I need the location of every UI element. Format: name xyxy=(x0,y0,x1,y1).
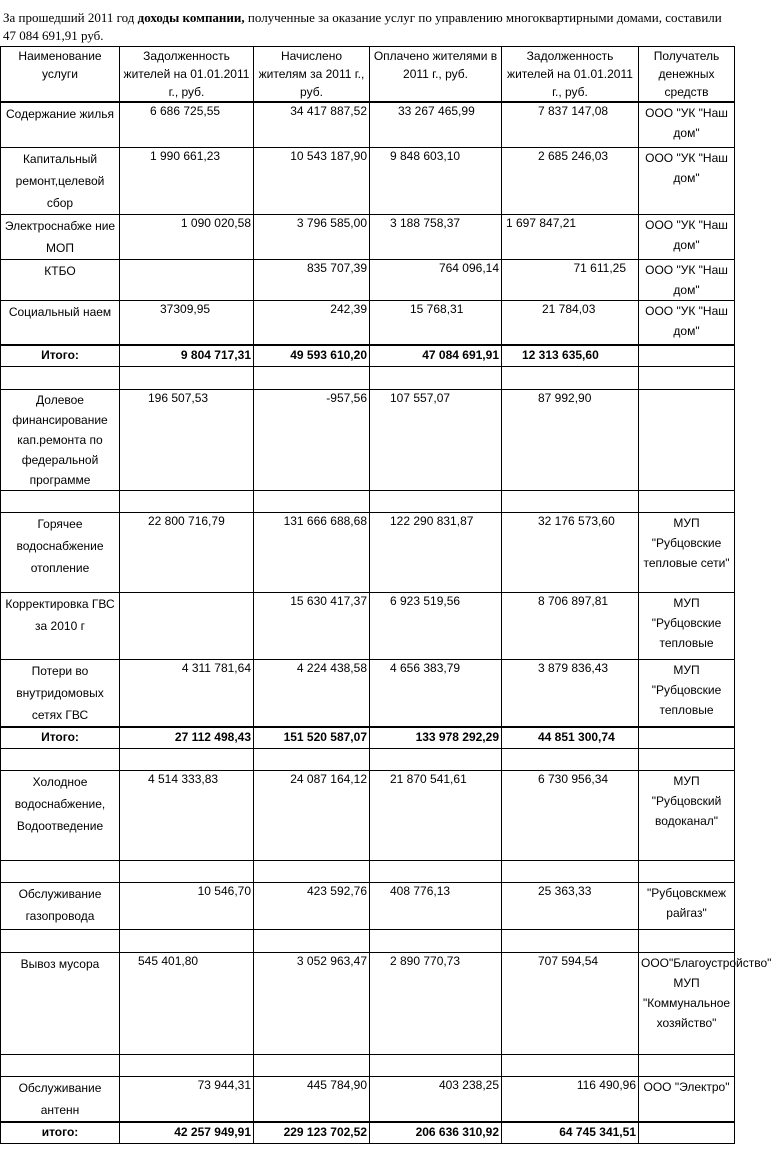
table-row xyxy=(1,659,735,727)
debt-end-cell: 87 992,90 xyxy=(502,389,639,490)
charged-cell: 3 052 963,47 xyxy=(254,952,370,1054)
debt-start-cell: 73 944,31 xyxy=(120,1076,254,1122)
recipient-cell: МУП "Рубцовские тепловые xyxy=(639,659,735,727)
debt-start-cell: 4 311 781,64 xyxy=(120,659,254,727)
table-row xyxy=(1,592,735,659)
recipient-cell: ООО "УК "Наш дом" xyxy=(639,147,735,214)
debt-end-cell: 2 685 246,03 xyxy=(502,147,639,214)
header-debt-end: Задолженность жителей на 01.01.2011 г., руб. xyxy=(502,47,639,103)
table-row xyxy=(1,389,735,490)
debt-start-cell xyxy=(120,259,254,300)
header-row xyxy=(1,47,735,103)
intro-text-bold: доходы компании, xyxy=(137,10,245,25)
service-cell: Капитальный ремонт,целевой сбор xyxy=(1,147,120,214)
totals-row xyxy=(1,1122,735,1144)
service-cell: Потери во внутридомовых сетях ГВС xyxy=(1,659,120,727)
paid-cell: 2 890 770,73 xyxy=(370,952,502,1054)
paid-cell: 3 188 758,37 xyxy=(370,214,502,259)
charged-cell: 3 796 585,00 xyxy=(254,214,370,259)
totals-label: Итого: xyxy=(1,727,120,748)
charged-cell: 835 707,39 xyxy=(254,259,370,300)
empty-cell xyxy=(639,1122,735,1144)
total-charged: 229 123 702,52 xyxy=(254,1122,370,1144)
debt-end-cell: 1 697 847,21 xyxy=(502,214,639,259)
charged-cell: 423 592,76 xyxy=(254,882,370,929)
debt-start-cell: 10 546,70 xyxy=(120,882,254,929)
debt-start-cell: 6 686 725,55 xyxy=(120,102,254,147)
service-cell: Долевое финансирование кап.ремонта по федеральной программе xyxy=(1,389,120,490)
recipient-cell: ООО "Электро" xyxy=(639,1076,735,1122)
charged-cell: 15 630 417,37 xyxy=(254,592,370,659)
paid-cell: 764 096,14 xyxy=(370,259,502,300)
recipient-cell: МУП "Рубцовский водоканал" xyxy=(639,770,735,860)
debt-end-cell: 3 879 836,43 xyxy=(502,659,639,727)
table-row xyxy=(1,882,735,929)
totals-label: итого: xyxy=(1,1122,120,1144)
total-debt-start: 9 804 717,31 xyxy=(120,345,254,366)
paid-cell: 15 768,31 xyxy=(370,300,502,345)
header-recipient: Получатель денежных средств xyxy=(639,47,735,103)
charged-cell: 34 417 887,52 xyxy=(254,102,370,147)
service-cell: КТБО xyxy=(1,259,120,300)
recipient-cell: МУП "Рубцовские тепловые сети" xyxy=(639,512,735,592)
service-cell: Холодное водоснабжение, Водоотведение xyxy=(1,770,120,860)
table-row xyxy=(1,770,735,860)
paid-cell: 33 267 465,99 xyxy=(370,102,502,147)
charged-cell: 10 543 187,90 xyxy=(254,147,370,214)
debt-end-cell: 707 594,54 xyxy=(502,952,639,1054)
total-debt-end: 64 745 341,51 xyxy=(502,1122,639,1144)
table-row xyxy=(1,512,735,592)
charged-cell: 445 784,90 xyxy=(254,1076,370,1122)
paid-cell: 21 870 541,61 xyxy=(370,770,502,860)
intro-text-end: полученные за оказание услуг по управлению многоквартирными домами, составили 47 084 691,91 руб. xyxy=(3,10,722,43)
debt-end-cell: 21 784,03 xyxy=(502,300,639,345)
service-cell: Обслуживание газопровода xyxy=(1,882,120,929)
debt-start-cell: 1 090 020,58 xyxy=(120,214,254,259)
intro-paragraph xyxy=(3,9,731,45)
recipient-cell: ООО "УК "Наш дом" xyxy=(639,214,735,259)
charged-cell: 131 666 688,68 xyxy=(254,512,370,592)
service-cell: Социальный наем xyxy=(1,300,120,345)
debt-end-cell: 8 706 897,81 xyxy=(502,592,639,659)
intro-text-start: За прошедший 2011 год xyxy=(3,10,138,25)
total-charged: 151 520 587,07 xyxy=(254,727,370,748)
spacer-row xyxy=(1,860,735,882)
service-cell: Корректировка ГВС за 2010 г xyxy=(1,592,120,659)
debt-start-cell: 4 514 333,83 xyxy=(120,770,254,860)
total-charged: 49 593 610,20 xyxy=(254,345,370,366)
totals-label: Итого: xyxy=(1,345,120,366)
service-cell: Горячее водоснабжение отопление xyxy=(1,512,120,592)
service-cell: Электроснабже ние МОП xyxy=(1,214,120,259)
paid-cell: 6 923 519,56 xyxy=(370,592,502,659)
debt-start-cell xyxy=(120,592,254,659)
empty-cell xyxy=(639,345,735,366)
debt-end-cell: 116 490,96 xyxy=(502,1076,639,1122)
debt-start-cell: 545 401,80 xyxy=(120,952,254,1054)
total-paid: 47 084 691,91 xyxy=(370,345,502,366)
debt-end-cell: 71 611,25 xyxy=(502,259,639,300)
header-paid: Оплачено жителями в 2011 г., руб. xyxy=(370,47,502,103)
table-row xyxy=(1,952,735,1054)
total-paid: 133 978 292,29 xyxy=(370,727,502,748)
spacer-row xyxy=(1,366,735,389)
debt-start-cell: 37309,95 xyxy=(120,300,254,345)
total-paid: 206 636 310,92 xyxy=(370,1122,502,1144)
debt-start-cell: 22 800 716,79 xyxy=(120,512,254,592)
table-row xyxy=(1,147,735,214)
table-row xyxy=(1,214,735,259)
debt-start-cell: 196 507,53 xyxy=(120,389,254,490)
total-debt-start: 42 257 949,91 xyxy=(120,1122,254,1144)
debt-start-cell: 1 990 661,23 xyxy=(120,147,254,214)
table-row xyxy=(1,259,735,300)
table-row xyxy=(1,102,735,147)
totals-row xyxy=(1,345,735,366)
recipient-cell: ООО"Благоустройство" МУП "Коммунальное хозяйство" xyxy=(639,952,735,1054)
table-row xyxy=(1,1076,735,1122)
debt-end-cell: 25 363,33 xyxy=(502,882,639,929)
table-row xyxy=(1,300,735,345)
total-debt-end: 12 313 635,60 xyxy=(502,345,639,366)
recipient-cell xyxy=(639,389,735,490)
paid-cell: 9 848 603,10 xyxy=(370,147,502,214)
service-cell: Обслуживание антенн xyxy=(1,1076,120,1122)
paid-cell: 122 290 831,87 xyxy=(370,512,502,592)
recipient-cell: "Рубцовскмеж райгаз" xyxy=(639,882,735,929)
paid-cell: 4 656 383,79 xyxy=(370,659,502,727)
header-service: Наименование услуги xyxy=(1,47,120,103)
charged-cell: 4 224 438,58 xyxy=(254,659,370,727)
spacer-row xyxy=(1,929,735,952)
debt-end-cell: 32 176 573,60 xyxy=(502,512,639,592)
paid-cell: 408 776,13 xyxy=(370,882,502,929)
service-cell: Содержание жилья xyxy=(1,102,120,147)
empty-cell xyxy=(639,727,735,748)
charged-cell: 24 087 164,12 xyxy=(254,770,370,860)
service-cell: Вывоз мусора xyxy=(1,952,120,1054)
recipient-cell: ООО "УК "Наш дом" xyxy=(639,102,735,147)
total-debt-start: 27 112 498,43 xyxy=(120,727,254,748)
spacer-row xyxy=(1,490,735,512)
header-debt-start: Задолженность жителей на 01.01.2011 г., руб. xyxy=(120,47,254,103)
paid-cell: 403 238,25 xyxy=(370,1076,502,1122)
spacer-row xyxy=(1,748,735,770)
totals-row xyxy=(1,727,735,748)
paid-cell: 107 557,07 xyxy=(370,389,502,490)
debt-end-cell: 7 837 147,08 xyxy=(502,102,639,147)
charged-cell: -957,56 xyxy=(254,389,370,490)
spacer-row xyxy=(1,1054,735,1076)
total-debt-end: 44 851 300,74 xyxy=(502,727,639,748)
header-charged: Начислено жителям за 2011 г., руб. xyxy=(254,47,370,103)
recipient-cell: ООО "УК "Наш дом" xyxy=(639,259,735,300)
recipient-cell: МУП "Рубцовские тепловые xyxy=(639,592,735,659)
services-table xyxy=(0,46,771,1144)
charged-cell: 242,39 xyxy=(254,300,370,345)
recipient-cell: ООО "УК "Наш дом" xyxy=(639,300,735,345)
debt-end-cell: 6 730 956,34 xyxy=(502,770,639,860)
